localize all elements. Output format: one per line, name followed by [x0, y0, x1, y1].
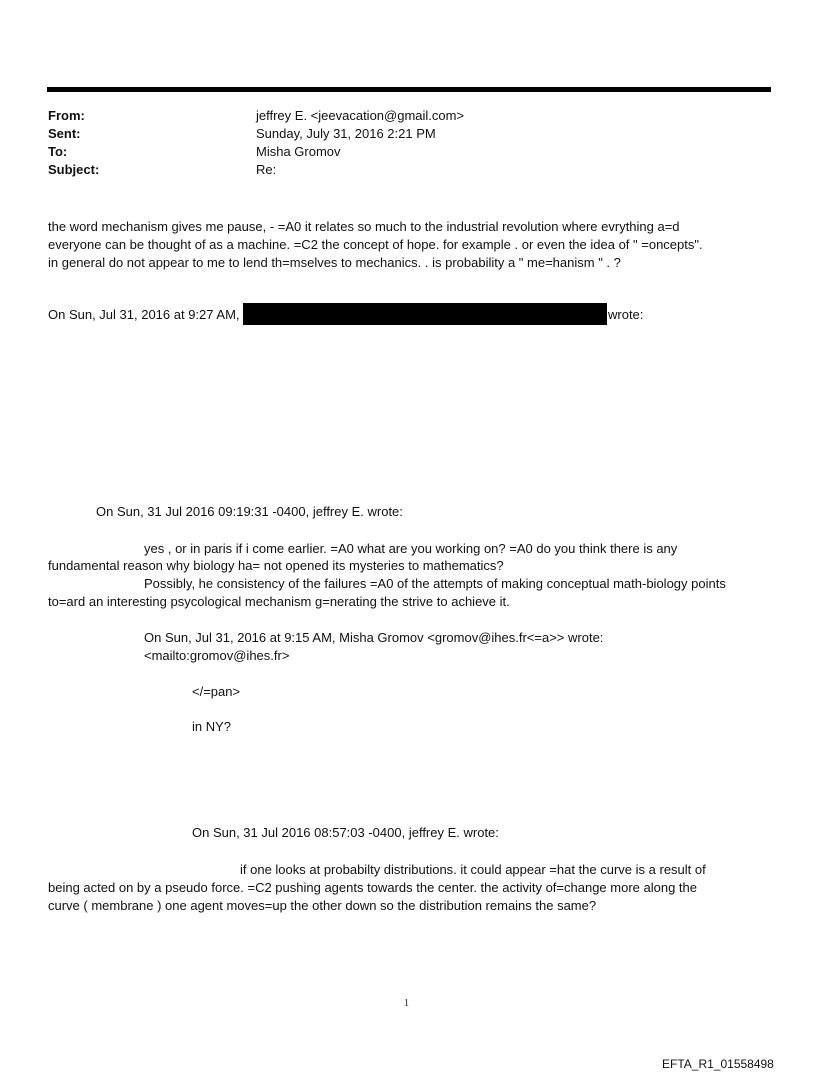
body-line: in general do not appear to me to lend th=mselves to mechanics. . is probability a " me=hanism " . ?	[48, 255, 621, 270]
subject-value: Re:	[256, 162, 277, 177]
quote-line: curve ( membrane ) one agent moves=up the other down so the distribution remains the same?	[48, 898, 597, 913]
quote-attribution: On Sun, Jul 31, 2016 at 9:27 AM,	[48, 307, 240, 322]
quote-attribution: On Sun, Jul 31, 2016 at 9:15 AM, Misha Gromov <gromov@ihes.fr<=a>> wrote:	[144, 630, 604, 645]
page-number: 1	[404, 998, 409, 1009]
document-id: EFTA_R1_01558498	[662, 1057, 774, 1071]
quote-line: if one looks at probabilty distributions. it could appear =hat the curve is a result of	[240, 862, 706, 877]
quote-line: to=ard an interesting psycological mechanism g=nerating the strive to achieve it.	[48, 594, 510, 609]
quote-line: yes , or in paris if i come earlier. =A0 what are you working on? =A0 do you think there is any	[144, 541, 678, 556]
quote-attribution-suffix: wrote:	[608, 307, 644, 322]
redaction-bar	[243, 303, 607, 325]
mailto-link[interactable]: <mailto:gromov@ihes.fr>	[144, 648, 290, 663]
header-rule	[47, 87, 771, 92]
from-value: jeffrey E. <jeevacation@gmail.com>	[256, 108, 465, 123]
body-line: the word mechanism gives me pause, - =A0 it relates so much to the industrial revolution where evrything a=d	[48, 219, 680, 234]
quote-line: fundamental reason why biology ha= not opened its mysteries to mathematics?	[48, 558, 504, 573]
from-label: From:	[48, 108, 85, 123]
to-value: Misha Gromov	[256, 144, 341, 159]
quote-line: </=pan>	[192, 684, 241, 699]
quote-line: being acted on by a pseudo force. =C2 pushing agents towards the center. the activity of=change more along the	[48, 880, 697, 895]
quote-line: Possibly, he consistency of the failures =A0 of the attempts of making conceptual math-biology points	[144, 576, 726, 591]
body-line: everyone can be thought of as a machine. =C2 the concept of hope. for example . or even the idea of " =oncepts".	[48, 237, 703, 252]
subject-label: Subject:	[48, 162, 100, 177]
sent-value: Sunday, July 31, 2016 2:21 PM	[256, 126, 436, 141]
quote-attribution: On Sun, 31 Jul 2016 08:57:03 -0400, jeffrey E. wrote:	[192, 825, 499, 840]
quote-attribution: On Sun, 31 Jul 2016 09:19:31 -0400, jeffrey E. wrote:	[96, 504, 403, 519]
to-label: To:	[48, 144, 68, 159]
sent-label: Sent:	[48, 126, 81, 141]
quote-line: in NY?	[192, 719, 232, 734]
